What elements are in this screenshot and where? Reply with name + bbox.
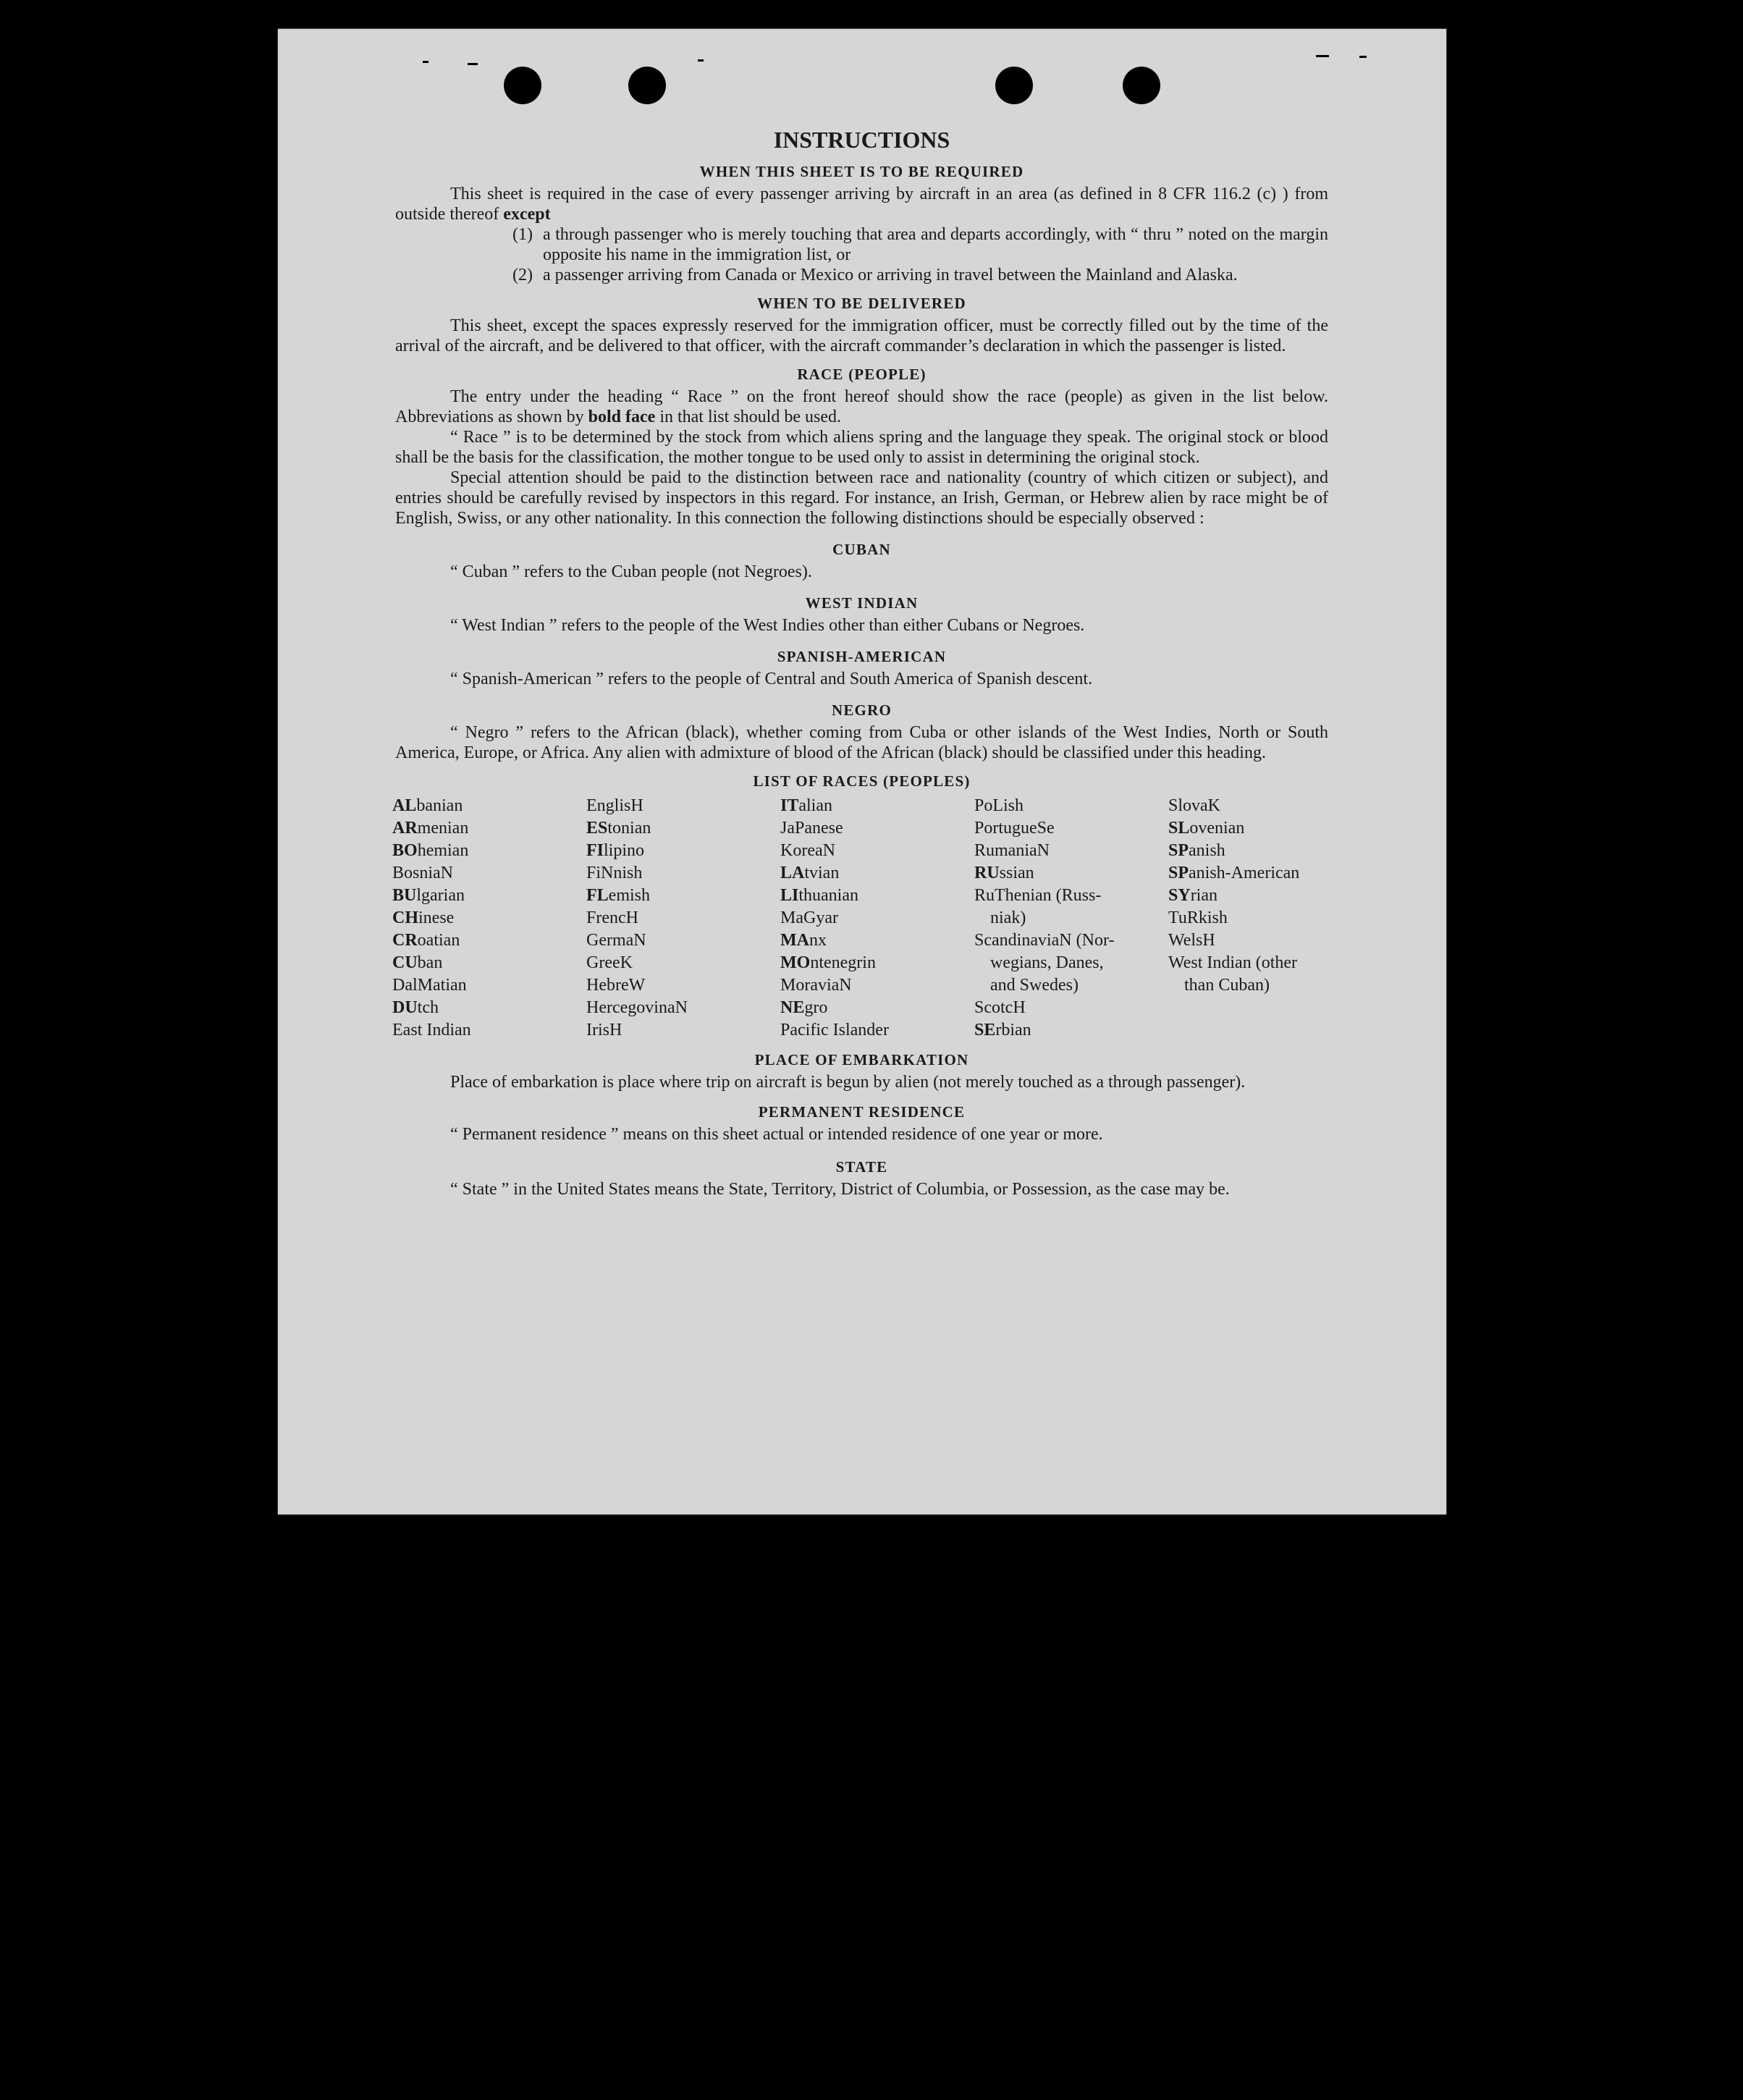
paragraph: This sheet, except the spaces expressly reserved for the immigration officer, must be correctly filled out by the time of the arrival of the aircraft, and be delivered to that officer, with the aircraft commander’s declaration in which the passenger is listed. bbox=[395, 316, 1328, 355]
race-entry: FrencH bbox=[586, 908, 638, 927]
race-entry: ScandinaviaN (Nor- bbox=[974, 931, 1115, 950]
race-entry: BUlgarian bbox=[392, 886, 465, 905]
race-entry: SlovaK bbox=[1168, 796, 1220, 815]
race-entry: niak) bbox=[990, 908, 1026, 927]
punch-hole bbox=[1123, 67, 1160, 104]
race-entry: DalMatian bbox=[392, 976, 467, 995]
race-entry: FIlipino bbox=[586, 841, 645, 860]
race-entry: SPanish bbox=[1168, 841, 1225, 860]
paragraph: “ West Indian ” refers to the people of the West Indies other than either Cubans or Negroes. bbox=[450, 616, 1085, 635]
race-entry: MAnx bbox=[780, 931, 827, 950]
race-entry: KoreaN bbox=[780, 841, 835, 860]
race-entry: Pacific Islander bbox=[780, 1021, 889, 1040]
race-entry: RumaniaN bbox=[974, 841, 1050, 860]
section-heading: SPANISH-AMERICAN bbox=[777, 648, 947, 665]
races-column bbox=[392, 795, 586, 1042]
document-page bbox=[278, 29, 1446, 1514]
paragraph: “ State ” in the United States means the State, Territory, District of Columbia, or Possession, as the case may be. bbox=[450, 1180, 1230, 1199]
race-entry: FiNnish bbox=[586, 864, 643, 882]
race-entry: LIthuanian bbox=[780, 886, 858, 905]
speck bbox=[698, 59, 704, 62]
paragraph: Special attention should be paid to the distinction between race and nationality (country of which citizen or subject), and entries should be carefully revised by inspectors in this regard. For instance, an Irish, German, or Hebrew alien by race might be of English, Swiss, or any other nationality. In this connection the following distinctions should be especially observed : bbox=[395, 468, 1328, 528]
section-heading: LIST OF RACES (PEOPLES) bbox=[753, 772, 971, 790]
speck bbox=[1359, 56, 1367, 58]
race-entry: WelsH bbox=[1168, 931, 1215, 950]
race-entry: SLovenian bbox=[1168, 819, 1245, 838]
paragraph: “ Cuban ” refers to the Cuban people (not Negroes). bbox=[450, 562, 812, 581]
race-entry: MOntenegrin bbox=[780, 953, 876, 972]
race-entry: MaGyar bbox=[780, 908, 838, 927]
race-entry: ALbanian bbox=[392, 796, 463, 815]
speck bbox=[1316, 55, 1329, 57]
race-entry: JaPanese bbox=[780, 819, 843, 838]
paragraph: This sheet is required in the case of every passenger arriving by aircraft in an area (as defined in 8 CFR 116.2 (c) ) from outside thereof except bbox=[395, 185, 1328, 224]
race-entry: NEgro bbox=[780, 998, 828, 1017]
instructions-content bbox=[392, 126, 1328, 1199]
race-entry: East Indian bbox=[392, 1021, 471, 1040]
race-entry: TuRkish bbox=[1168, 908, 1228, 927]
race-entry: EStonian bbox=[586, 819, 651, 838]
paragraph: Place of embarkation is place where trip on aircraft is begun by alien (not merely touched as a through passenger). bbox=[450, 1073, 1246, 1092]
paragraph: “ Permanent residence ” means on this sheet actual or intended residence of one year or more. bbox=[450, 1125, 1103, 1144]
section-heading: CUBAN bbox=[832, 541, 891, 558]
race-entry: FLemish bbox=[586, 886, 650, 905]
race-entry: SYrian bbox=[1168, 886, 1217, 905]
punch-hole bbox=[628, 67, 666, 104]
race-entry: than Cuban) bbox=[1184, 976, 1270, 995]
page-title: INSTRUCTIONS bbox=[773, 127, 950, 153]
race-entry: West Indian (other bbox=[1168, 953, 1298, 972]
section-heading: WHEN THIS SHEET IS TO BE REQUIRED bbox=[699, 163, 1024, 180]
race-entry: HebreW bbox=[586, 976, 646, 995]
race-entry: BosniaN bbox=[392, 864, 453, 882]
race-entry: CUban bbox=[392, 953, 443, 972]
punch-hole bbox=[995, 67, 1033, 104]
race-entry: MoraviaN bbox=[780, 976, 852, 995]
race-entry: GermaN bbox=[586, 931, 646, 950]
section-heading: STATE bbox=[835, 1158, 888, 1176]
race-entry: BOhemian bbox=[392, 841, 469, 860]
punch-hole bbox=[504, 67, 541, 104]
races-column bbox=[1168, 795, 1328, 1042]
race-entry: ScotcH bbox=[974, 998, 1026, 1017]
races-list bbox=[392, 795, 1328, 1042]
race-entry: DUtch bbox=[392, 998, 439, 1017]
paragraph: “ Spanish-American ” refers to the people of Central and South America of Spanish descent. bbox=[450, 670, 1093, 688]
list-item: (1) a through passenger who is merely touching that area and departs accordingly, with “ thru ” noted on the margin opposite his name in the immigration list, or bbox=[512, 225, 1328, 264]
race-entry: SErbian bbox=[974, 1021, 1031, 1040]
paragraph: “ Race ” is to be determined by the stock from which aliens spring and the language they speak. The original stock or blood shall be the basis for the classification, the mother tongue to be used only to assist in determining the original stock. bbox=[395, 428, 1328, 467]
races-column bbox=[586, 795, 780, 1042]
race-entry: wegians, Danes, bbox=[990, 953, 1104, 972]
race-entry: HercegovinaN bbox=[586, 998, 688, 1017]
race-entry: ITalian bbox=[780, 796, 832, 815]
section-heading: RACE (PEOPLE) bbox=[797, 366, 927, 383]
section-heading: NEGRO bbox=[831, 701, 892, 719]
race-entry: SPanish-American bbox=[1168, 864, 1300, 882]
race-entry: RUssian bbox=[974, 864, 1034, 882]
list-item: (2) a passenger arriving from Canada or Mexico or arriving in travel between the Mainland and Alaska. bbox=[512, 266, 1238, 284]
races-column bbox=[780, 795, 974, 1042]
section-heading: PERMANENT RESIDENCE bbox=[758, 1103, 966, 1121]
race-entry: RuThenian (Russ- bbox=[974, 886, 1102, 905]
paragraph: The entry under the heading “ Race ” on the front hereof should show the race (people) as given in the list below. Abbreviations as shown by bold face in that list should be used. bbox=[395, 387, 1328, 426]
section-heading: WHEN TO BE DELIVERED bbox=[757, 295, 966, 312]
race-entry: EnglisH bbox=[586, 796, 643, 815]
race-entry: and Swedes) bbox=[990, 976, 1079, 995]
speck bbox=[468, 63, 478, 65]
race-entry: PortugueSe bbox=[974, 819, 1055, 838]
section-heading: PLACE OF EMBARKATION bbox=[754, 1051, 969, 1068]
section-heading: WEST INDIAN bbox=[805, 594, 919, 612]
race-entry: IrisH bbox=[586, 1021, 622, 1040]
race-entry: ARmenian bbox=[392, 819, 469, 838]
paragraph: “ Negro ” refers to the African (black), whether coming from Cuba or other islands of the West Indies, North or South America, Europe, or Africa. Any alien with admixture of blood of the African (black) should be classified under this heading. bbox=[395, 723, 1328, 762]
race-entry: CHinese bbox=[392, 908, 455, 927]
race-entry: PoLish bbox=[974, 796, 1024, 815]
speck bbox=[423, 61, 429, 63]
races-column bbox=[974, 795, 1168, 1042]
race-entry: CRoatian bbox=[392, 931, 460, 950]
race-entry: GreeK bbox=[586, 953, 633, 972]
race-entry: LAtvian bbox=[780, 864, 840, 882]
